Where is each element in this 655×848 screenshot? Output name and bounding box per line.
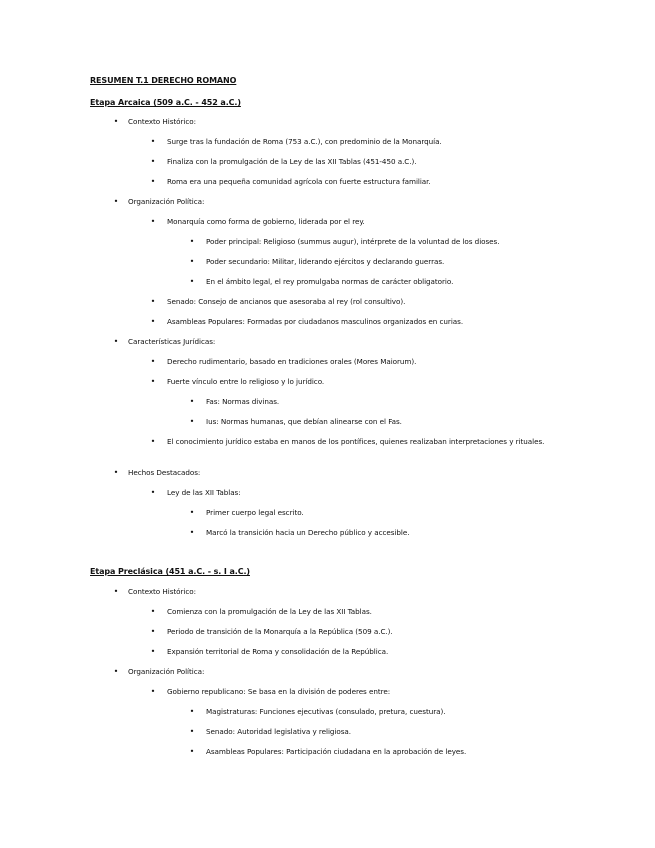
list-item	[150, 376, 325, 387]
bullet-icon: •	[150, 437, 156, 446]
bullet-icon: •	[113, 197, 119, 206]
item-text: Asambleas Populares: Participación ciudadana en la aprobación de leyes.	[206, 747, 467, 756]
bullet-icon: •	[150, 647, 156, 656]
list-item	[150, 356, 417, 367]
block-heading: Contexto Histórico:	[128, 117, 196, 126]
item-text: Poder secundario: Militar, liderando ejércitos y declarando guerras.	[206, 257, 445, 266]
bullet-icon: •	[113, 337, 119, 346]
item-text: Marcó la transición hacia un Derecho público y accesible.	[206, 528, 410, 537]
item-text: Poder principal: Religioso (summus augur), intérprete de la voluntad de los dioses.	[206, 237, 500, 246]
bullet-icon: •	[150, 627, 156, 636]
bullet-icon: •	[150, 137, 156, 146]
document-title: RESUMEN T.1 DERECHO ROMANO	[90, 76, 237, 85]
bullet-icon: •	[189, 417, 195, 426]
item-text: Derecho rudimentario, basado en tradiciones orales (Mores Maiorum).	[167, 357, 417, 366]
list-item	[189, 507, 304, 518]
list-item	[189, 236, 500, 247]
list-item	[150, 316, 464, 327]
list-item	[150, 646, 389, 657]
bullet-icon: •	[150, 607, 156, 616]
bullet-icon: •	[189, 237, 195, 246]
bullet-icon: •	[150, 177, 156, 186]
block-heading: Características Jurídicas:	[128, 337, 216, 346]
bullet-icon: •	[150, 377, 156, 386]
bullet-icon: •	[150, 217, 156, 226]
list-item	[189, 416, 402, 427]
item-text: Finaliza con la promulgación de la Ley de las XII Tablas (451-450 a.C.).	[167, 157, 417, 166]
item-text: En el ámbito legal, el rey promulgaba normas de carácter obligatorio.	[206, 277, 454, 286]
list-item	[189, 746, 467, 757]
list-item	[150, 436, 565, 447]
list-item	[189, 527, 410, 538]
bullet-icon: •	[113, 468, 119, 477]
list-item	[150, 487, 241, 498]
bullet-icon: •	[189, 528, 195, 537]
bullet-icon: •	[189, 508, 195, 517]
item-text: Ius: Normas humanas, que debían alinearse con el Fas.	[206, 417, 402, 426]
item-text: Asambleas Populares: Formadas por ciudadanos masculinos organizados en curias.	[167, 317, 464, 326]
section-title-arcaica: Etapa Arcaica (509 a.C. - 452 a.C.)	[90, 98, 241, 107]
list-item	[150, 296, 406, 307]
bullet-icon: •	[189, 727, 195, 736]
bullet-icon: •	[189, 397, 195, 406]
item-text: Fas: Normas divinas.	[206, 397, 280, 406]
block-heading: Organización Política:	[128, 667, 205, 676]
item-text: Monarquía como forma de gobierno, liderada por el rey.	[167, 217, 365, 226]
section-title-preclasica: Etapa Preclásica (451 a.C. - s. I a.C.)	[90, 567, 250, 576]
bullet-icon: •	[189, 257, 195, 266]
list-item	[113, 116, 196, 127]
bullet-icon: •	[113, 117, 119, 126]
list-item	[113, 586, 196, 597]
list-item	[189, 706, 446, 717]
item-text: Primer cuerpo legal escrito.	[206, 508, 304, 517]
list-item	[113, 196, 205, 207]
bullet-icon: •	[150, 687, 156, 696]
list-item	[189, 726, 351, 737]
bullet-icon: •	[150, 488, 156, 497]
bullet-icon: •	[150, 297, 156, 306]
bullet-icon: •	[150, 157, 156, 166]
item-text: Surge tras la fundación de Roma (753 a.C.), con predominio de la Monarquía.	[167, 137, 442, 146]
bullet-icon: •	[113, 667, 119, 676]
list-item	[189, 256, 445, 267]
list-item	[150, 156, 417, 167]
list-item	[150, 176, 431, 187]
list-item	[113, 666, 205, 677]
bullet-icon: •	[189, 277, 195, 286]
item-text: Expansión territorial de Roma y consolidación de la República.	[167, 647, 389, 656]
list-item	[189, 396, 280, 407]
block-heading: Organización Política:	[128, 197, 205, 206]
bullet-icon: •	[189, 747, 195, 756]
block-heading: Contexto Histórico:	[128, 587, 196, 596]
list-item	[150, 606, 372, 617]
list-item	[150, 686, 391, 697]
list-item	[150, 216, 365, 227]
bullet-icon: •	[189, 707, 195, 716]
item-text: Comienza con la promulgación de la Ley de las XII Tablas.	[167, 607, 372, 616]
block-heading: Hechos Destacados:	[128, 468, 201, 477]
item-text: Roma era una pequeña comunidad agrícola con fuerte estructura familiar.	[167, 177, 431, 186]
item-text: Magistraturas: Funciones ejecutivas (consulado, pretura, cuestura).	[206, 707, 446, 716]
bullet-icon: •	[150, 317, 156, 326]
item-text: Periodo de transición de la Monarquía a la República (509 a.C.).	[167, 627, 393, 636]
list-item	[113, 336, 216, 347]
list-item	[150, 136, 442, 147]
item-text: Ley de las XII Tablas:	[167, 488, 241, 497]
item-text: Fuerte vínculo entre lo religioso y lo jurídico.	[167, 377, 325, 386]
item-text: Senado: Consejo de ancianos que asesoraba al rey (rol consultivo).	[167, 297, 406, 306]
list-item	[150, 626, 393, 637]
list-item	[113, 467, 201, 478]
bullet-icon: •	[113, 587, 119, 596]
bullet-icon: •	[150, 357, 156, 366]
list-item	[189, 276, 454, 287]
item-text: Senado: Autoridad legislativa y religiosa.	[206, 727, 351, 736]
item-text: Gobierno republicano: Se basa en la división de poderes entre:	[167, 687, 391, 696]
item-text: El conocimiento jurídico estaba en manos de los pontífices, quienes realizaban interpretaciones y rituales.	[167, 437, 545, 446]
